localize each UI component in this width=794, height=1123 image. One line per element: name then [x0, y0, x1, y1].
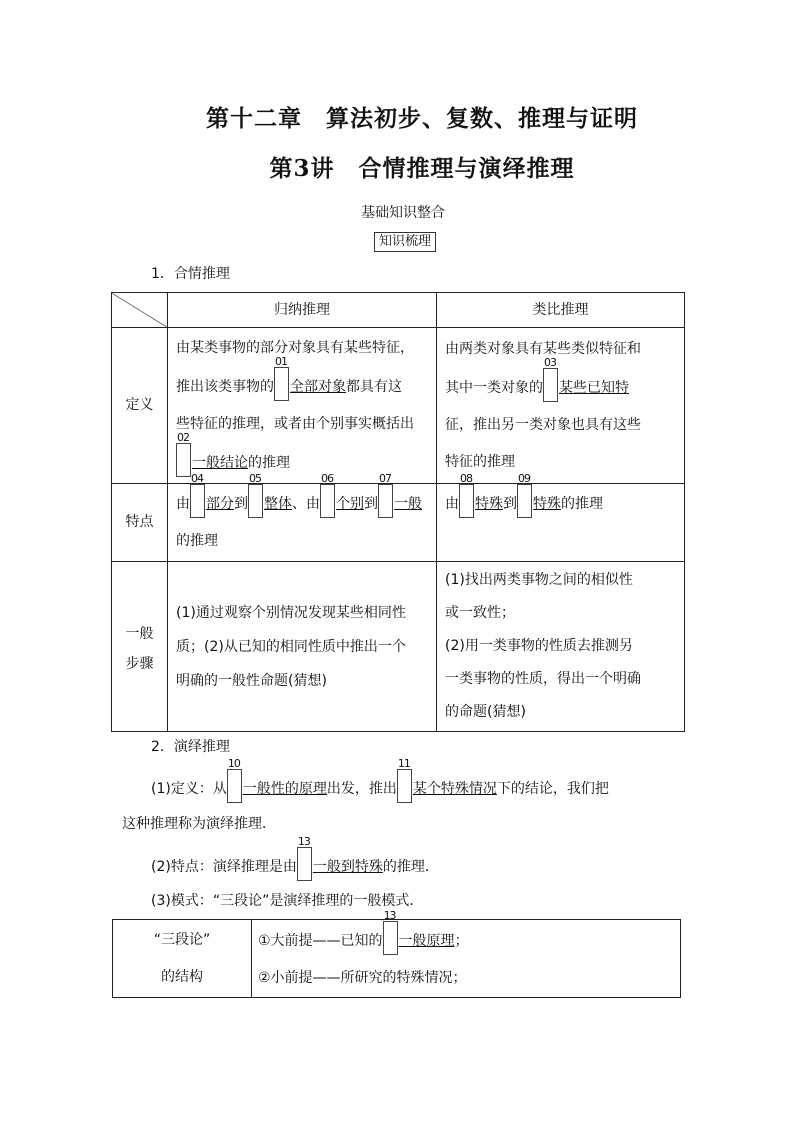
text: 到	[364, 496, 378, 512]
text-line	[445, 472, 676, 523]
section-title: 基础知识整合	[361, 205, 445, 221]
answer-blank	[397, 757, 412, 803]
text: 由	[445, 496, 459, 512]
cell-induction-definition	[168, 328, 437, 484]
blank-number: 03	[544, 355, 556, 369]
text-line: 明确的一般性命题(猜想)	[176, 672, 327, 689]
answer-text: 个别	[336, 496, 364, 512]
answer-blank	[274, 354, 289, 401]
text-line: 由两类对象具有某些类似特征和	[445, 340, 641, 357]
text: 下的结论，我们把	[496, 781, 609, 797]
answer-blank	[459, 472, 474, 518]
text-line: 由某类事物的部分对象具有某些特征，	[176, 339, 414, 356]
text: 的推理．	[382, 859, 439, 875]
answer-text: 一般性的原理	[242, 781, 327, 797]
text-line	[176, 354, 428, 406]
cell-induction-feature	[168, 472, 437, 562]
blank-number: 10	[227, 757, 240, 770]
text-line: 征，推出另一类对象也具有这些	[445, 416, 641, 433]
answer-blank	[517, 472, 532, 518]
text-line: 或一致性；	[445, 605, 515, 621]
text-line: 特征的推理	[445, 453, 515, 470]
answer-text: 某个特殊情况	[412, 781, 497, 797]
text-line	[176, 472, 428, 523]
answer-text: 一般原理	[398, 932, 455, 949]
cell-induction-steps	[168, 562, 437, 732]
text-line: (1)找出两类事物之间的相似性	[445, 572, 633, 588]
answer-text: 部分	[206, 496, 234, 512]
text-line: (2)用一类事物的性质去推测另	[445, 638, 633, 654]
blank-number: 08	[460, 472, 472, 485]
text: ；	[454, 932, 469, 949]
text: 到	[503, 496, 517, 512]
blank-number: 02	[177, 430, 189, 444]
text: 的推理	[248, 454, 290, 471]
model-line: (3)模式：“三段论”是演绎推理的一般模式．	[151, 893, 424, 909]
text-line: 些特征的推理，或者由个别事实概括出	[176, 415, 414, 432]
text: 步骤	[125, 655, 154, 672]
text: 、由	[292, 496, 320, 512]
answer-text: 特殊	[533, 496, 561, 512]
answer-blank	[227, 757, 242, 803]
answer-blank	[190, 472, 205, 518]
text: 到	[234, 496, 248, 512]
answer-text: 整体	[264, 496, 292, 512]
lesson-title: 第3讲 合情推理与演绎推理	[269, 155, 575, 182]
text: ①大前提——已知的	[258, 932, 383, 949]
text: 的结构	[161, 968, 203, 985]
answer-blank	[543, 355, 558, 402]
cell-analogy-feature	[437, 472, 685, 562]
answer-text: 特殊	[475, 496, 503, 512]
answer-blank	[176, 430, 191, 477]
text: (1)定义：从	[151, 781, 227, 797]
text-line: 一类事物的性质，得出一个明确	[445, 671, 641, 687]
reasoning-table	[111, 292, 685, 732]
blank-number: 04	[191, 472, 203, 485]
blank-number: 01	[275, 354, 287, 368]
col-header-analogy: 类比推理	[437, 293, 685, 328]
heading-deductive-reasoning: 2．演绎推理	[151, 739, 230, 755]
answer-blank	[297, 835, 312, 881]
text-line: (1)通过观察个别情况发现某些相同性	[176, 604, 406, 621]
answer-blank	[320, 472, 335, 518]
answer-text: 某些已知特	[559, 379, 629, 396]
answer-text: 一般	[394, 496, 422, 512]
text: 都具有这	[346, 378, 402, 395]
blank-number: 13	[297, 835, 310, 848]
answer-blank	[383, 908, 398, 955]
cell-analogy-definition	[437, 328, 685, 484]
text-line: 质；(2)从已知的相同性质中推出一个	[176, 638, 406, 655]
text: 出发，推出	[326, 781, 397, 797]
text: 由	[176, 496, 190, 512]
row-header-feature: 特点	[112, 484, 168, 562]
syllogism-table	[112, 908, 681, 998]
text: 的推理	[561, 496, 603, 512]
answer-text: 全部对象	[290, 378, 346, 395]
answer-blank	[248, 472, 263, 518]
col-header-induction: 归纳推理	[168, 293, 437, 328]
text-line: 的命题(猜想)	[445, 704, 526, 720]
minor-premise: ②小前提——所研究的特殊情况；	[258, 969, 467, 986]
syllogism-label	[113, 920, 252, 998]
text-line	[445, 355, 676, 407]
text: 一般	[125, 625, 154, 642]
answer-text: 一般到特殊	[312, 859, 383, 875]
text: (2)特点：演绎推理是由	[151, 859, 297, 875]
table-corner	[112, 293, 168, 328]
heading-inductive-reasoning: 1．合情推理	[151, 266, 230, 282]
definition-line-2: 这种推理称为演绎推理．	[122, 816, 276, 832]
definition-line	[151, 757, 609, 803]
text: 其中一类对象的	[445, 379, 543, 396]
blank-number: 07	[379, 472, 391, 485]
answer-blank	[378, 472, 393, 518]
feature-line	[151, 835, 439, 881]
text: 推出该类事物的	[176, 378, 274, 395]
chapter-title: 第十二章 算法初步、复数、推理与证明	[206, 105, 638, 132]
tag-wrap	[0, 230, 794, 252]
blank-number: 09	[518, 472, 530, 485]
syllogism-content	[252, 908, 681, 998]
text-line: 的推理	[176, 533, 218, 549]
blank-number: 05	[249, 472, 261, 485]
answer-text: 一般结论	[192, 454, 248, 471]
cell-analogy-steps	[437, 562, 685, 732]
major-premise	[258, 908, 674, 960]
blank-number: 11	[397, 757, 410, 770]
row-header-steps	[112, 562, 168, 732]
text: “三段论”	[153, 931, 211, 948]
row-header-definition: 定义	[112, 328, 168, 484]
blank-number: 13	[383, 908, 396, 922]
blank-number: 06	[321, 472, 333, 485]
knowledge-tag: 知识梳理	[374, 232, 436, 252]
